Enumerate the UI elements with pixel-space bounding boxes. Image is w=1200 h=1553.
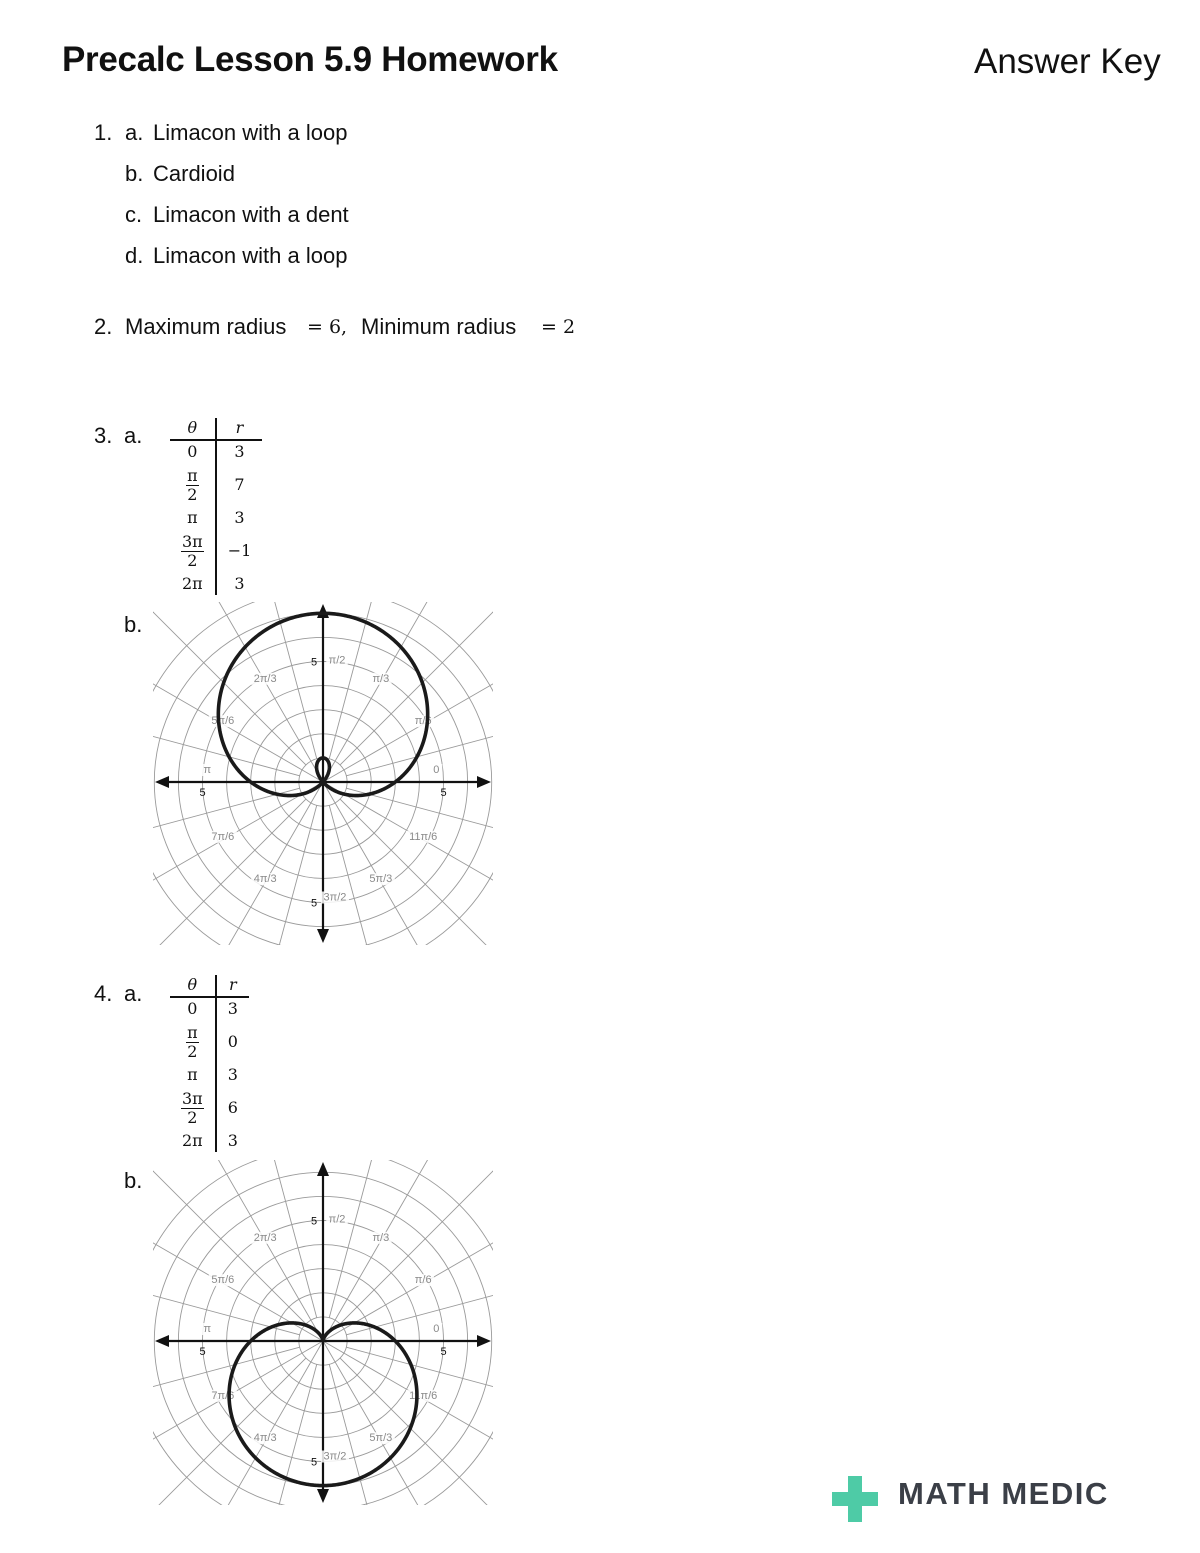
table-row xyxy=(170,1130,249,1152)
fraction-denominator: 2 xyxy=(187,550,198,570)
q2-min-value: = 2 xyxy=(541,316,576,338)
angle-label: 2π/3 xyxy=(253,1231,277,1244)
theta-cell xyxy=(170,1020,216,1064)
q2-min-label: Minimum radius xyxy=(361,314,517,339)
fraction-numerator: 3π xyxy=(182,531,203,551)
theta-cell xyxy=(170,463,216,507)
math-medic-logo-icon xyxy=(830,1474,880,1524)
answer-key-label: Answer Key xyxy=(974,42,1161,81)
table-header-row xyxy=(170,975,249,997)
arrow-up-icon xyxy=(317,604,329,618)
radius-tick-label: 5 xyxy=(440,787,447,799)
table-row xyxy=(170,463,262,507)
q1b-letter: b. xyxy=(125,161,144,186)
q2-max-label: Maximum radius xyxy=(125,314,287,339)
radius-tick-label: 5 xyxy=(311,656,318,669)
angle-label: π/6 xyxy=(414,715,432,728)
fraction-denominator: 2 xyxy=(187,1107,198,1127)
angle-label: 5π/3 xyxy=(369,1432,393,1445)
grid-ray xyxy=(323,1341,453,1505)
angle-label: 5π/3 xyxy=(369,873,393,886)
table-row xyxy=(170,1020,249,1064)
arrow-up-icon xyxy=(317,1162,329,1176)
table-row xyxy=(170,573,262,595)
q1-number: 1. xyxy=(94,120,113,145)
arrow-down-icon xyxy=(317,1489,329,1503)
grid-ray xyxy=(323,652,493,782)
angle-label: π/3 xyxy=(372,1231,390,1244)
q1c-letter: c. xyxy=(125,202,143,227)
theta-cell: 0 xyxy=(170,997,216,1020)
table-row xyxy=(170,1064,249,1086)
grid-ray xyxy=(153,652,323,782)
r-cell: −1 xyxy=(227,541,252,560)
r-cell: 7 xyxy=(234,475,245,494)
angle-label: 4π/3 xyxy=(253,873,277,886)
angle-label: π/6 xyxy=(414,1274,432,1287)
radius-tick-label: 5 xyxy=(311,897,318,910)
grid-ray xyxy=(323,1160,453,1341)
q2-number: 2. xyxy=(94,314,113,339)
arrow-right-icon xyxy=(477,776,491,788)
angle-label: 4π/3 xyxy=(253,1432,277,1445)
r-cell: 3 xyxy=(227,1065,238,1084)
r-header: r xyxy=(216,975,249,997)
grid-ray xyxy=(340,602,493,765)
q4-polar-graph xyxy=(153,1160,493,1505)
angle-label: 3π/2 xyxy=(323,891,347,904)
table-row xyxy=(170,529,262,573)
angle-label: 0 xyxy=(433,764,440,776)
r-cell: 3 xyxy=(227,999,238,1018)
grid-ray xyxy=(193,602,323,782)
grid-ray xyxy=(193,782,323,945)
grid-ray xyxy=(193,1160,323,1341)
q4-number: 4. xyxy=(94,981,113,1006)
grid-ray xyxy=(323,602,453,782)
q1a-letter: a. xyxy=(125,120,144,145)
grid-ray xyxy=(340,799,493,945)
r-cell: 6 xyxy=(227,1098,238,1117)
theta-header: θ xyxy=(170,418,216,440)
angle-label: π/3 xyxy=(372,672,390,685)
theta-cell: 2π xyxy=(170,1130,216,1152)
grid-ray xyxy=(323,782,453,945)
angle-label: π/2 xyxy=(328,654,346,667)
q3-polar-graph xyxy=(153,602,493,945)
radius-tick-label: 5 xyxy=(199,1346,206,1358)
grid-ray xyxy=(153,602,306,765)
table-row xyxy=(170,440,262,463)
page-title: Precalc Lesson 5.9 Homework xyxy=(62,40,558,79)
angle-label: 2π/3 xyxy=(253,672,277,685)
table-row xyxy=(170,507,262,529)
r-cell: 3 xyxy=(234,442,245,461)
q1d-letter: d. xyxy=(125,243,144,268)
q4-value-table xyxy=(170,975,249,1152)
radius-tick-label: 5 xyxy=(311,1456,318,1469)
arrow-left-icon xyxy=(155,776,169,788)
r-cell: 3 xyxy=(234,508,245,527)
angle-label: 5π/6 xyxy=(211,1274,235,1287)
fraction-numerator: 3π xyxy=(182,1088,203,1108)
theta-header: θ xyxy=(170,975,216,997)
q1b-answer: Cardioid xyxy=(153,161,235,186)
q3-number: 3. xyxy=(94,423,113,448)
theta-cell: π xyxy=(170,507,216,529)
q3a-letter: a. xyxy=(124,423,143,448)
radius-tick-label: 5 xyxy=(311,1215,318,1228)
radius-tick-label: 5 xyxy=(440,1346,447,1358)
angle-label: π/2 xyxy=(328,1213,346,1226)
angle-label: 0 xyxy=(433,1323,440,1335)
angle-label: 7π/6 xyxy=(211,830,235,843)
angle-label: 5π/6 xyxy=(211,715,235,728)
angle-label: 11π/6 xyxy=(409,1389,438,1402)
q3b-letter: b. xyxy=(124,612,143,637)
fraction-denominator: 2 xyxy=(187,1041,198,1061)
table-header-row xyxy=(170,418,262,440)
r-cell: 0 xyxy=(227,1032,238,1051)
fraction-denominator: 2 xyxy=(187,484,198,504)
theta-cell: 2π xyxy=(170,573,216,595)
fraction-numerator: π xyxy=(187,465,198,485)
grid-ray xyxy=(193,1341,323,1505)
q1c-answer: Limacon with a dent xyxy=(153,202,349,227)
angle-label: π xyxy=(203,1323,212,1335)
r-cell: 3 xyxy=(234,574,245,593)
r-cell: 3 xyxy=(227,1131,238,1150)
theta-cell xyxy=(170,529,216,573)
theta-cell: π xyxy=(170,1064,216,1086)
arrow-right-icon xyxy=(477,1335,491,1347)
arrow-down-icon xyxy=(317,929,329,943)
grid-ray xyxy=(153,782,323,912)
q4a-letter: a. xyxy=(124,981,143,1006)
q1a-answer: Limacon with a loop xyxy=(153,120,348,145)
grid-ray xyxy=(340,1160,493,1324)
table-row xyxy=(170,1086,249,1130)
table-row xyxy=(170,997,249,1020)
q4b-letter: b. xyxy=(124,1168,143,1193)
q2-max-value: = 6, xyxy=(307,316,348,338)
arrow-left-icon xyxy=(155,1335,169,1347)
angle-label: 11π/6 xyxy=(409,830,438,843)
fraction-numerator: π xyxy=(187,1022,198,1042)
angle-label: 7π/6 xyxy=(211,1389,235,1402)
theta-cell xyxy=(170,1086,216,1130)
r-header: r xyxy=(216,418,263,440)
q3-value-table xyxy=(170,418,262,595)
angle-label: π xyxy=(203,764,212,776)
grid-ray xyxy=(153,799,306,945)
radius-tick-label: 5 xyxy=(199,787,206,799)
brand-name: MATH MEDIC xyxy=(898,1476,1109,1511)
q1d-answer: Limacon with a loop xyxy=(153,243,348,268)
grid-ray xyxy=(153,1160,306,1324)
angle-label: 3π/2 xyxy=(323,1450,347,1463)
theta-cell: 0 xyxy=(170,440,216,463)
